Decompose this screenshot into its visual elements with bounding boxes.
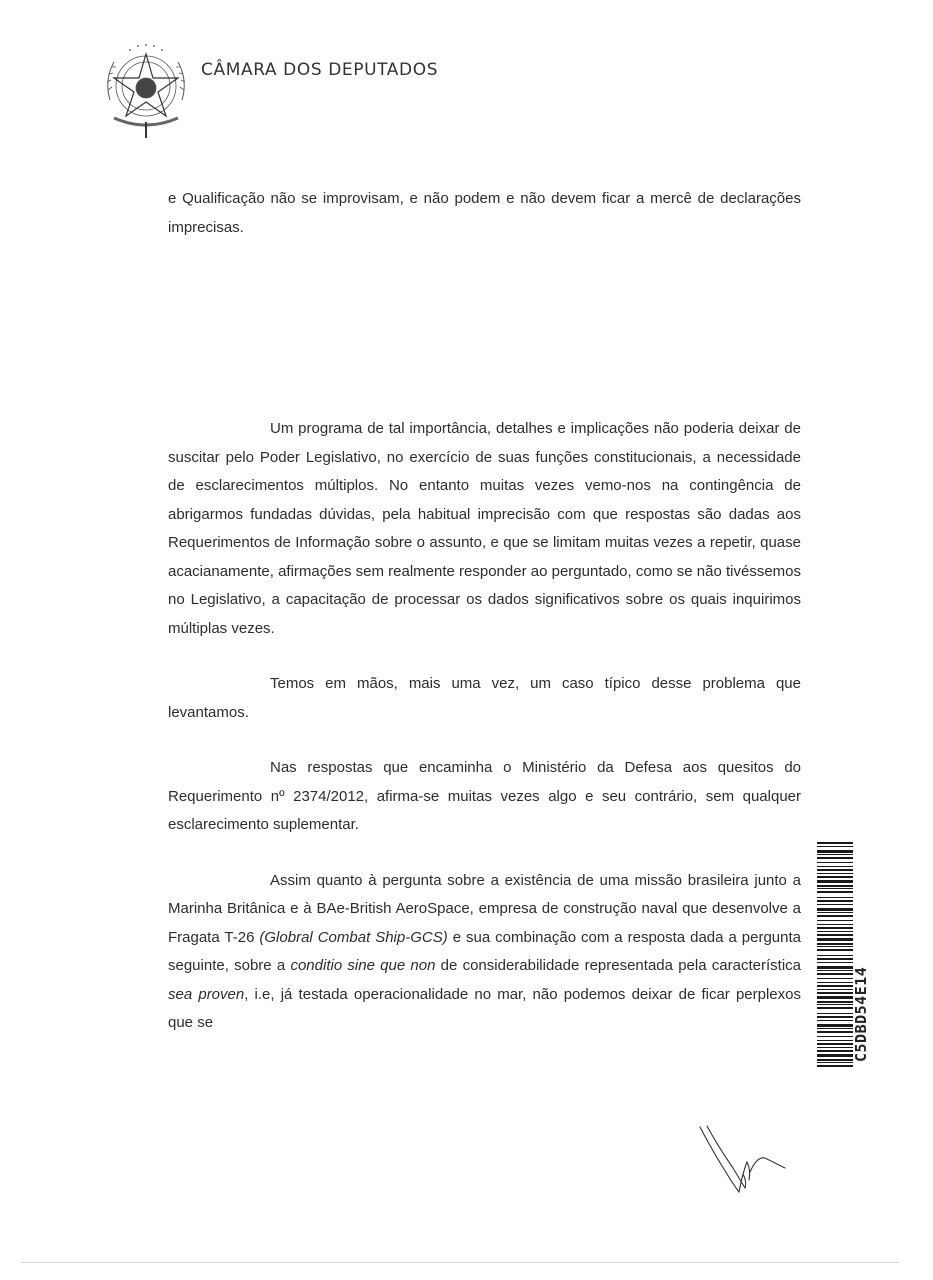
barcode-bar [817,857,853,859]
barcode-bar [817,869,853,871]
barcode-bar [817,885,853,887]
barcode-bar [817,949,853,951]
barcode-bar [817,900,853,902]
barcode-bar [817,1031,853,1033]
barcode-bar [817,927,853,929]
barcode-bar [817,1062,853,1063]
barcode-bar [817,897,853,898]
barcode-bar [817,850,853,853]
barcode-bar [817,912,853,913]
barcode-bar [817,946,853,947]
paragraph: Nas respostas que encaminha o Ministério da Defesa aos quesitos do Requerimento nº 2374/2012, afirma-se muitas vezes algo e seu contrário, sem qualquer esclarecimento suplementar. [168,759,801,833]
barcode-bar [817,955,853,956]
barcode-bar [817,1054,853,1057]
barcode-bar [817,1059,853,1061]
paragraph: Um programa de tal importância, detalhes e implicações não poderia deixar de suscitar pelo Poder Legislativo, no exercício de suas funções constitucionais, a necessidade de esclarecimentos múltiplos. No entanto muitas vezes vemo-nos na contingência de abrigarmos fundadas dúvidas, pela habitual imprecisão com que respostas são dadas aos Requerimentos de Informação sobre o assunto, e que se limitam muitas vezes a repetir, quase acacianamente, afirmações sem realmente responder ao perguntado, como se não tivéssemos no Legislativo, a capacitação de processar os dados significativos sobre os quais inquirimos múltiplas vezes. [168,420,801,637]
barcode-bar [817,970,853,971]
barcode-bar [817,891,853,893]
barcode-bar [817,1050,853,1052]
barcode-bar [817,873,853,874]
barcode-bar [817,943,853,945]
barcode-bar [817,1013,853,1014]
barcode-bar [817,978,853,979]
barcode-bar [817,985,853,987]
brazil-coat-of-arms-icon [100,40,192,140]
barcode-bar [817,846,853,847]
italic-term: sea proven [168,985,245,1003]
barcode-bar [817,938,853,941]
barcode-bar [817,996,853,999]
italic-term: (Globral Combat Ship-GCS) [259,928,448,946]
barcode-bar [817,888,853,889]
page-header [100,40,520,150]
barcode-bar [817,915,853,917]
barcode-bar [817,862,853,863]
barcode-bar [817,1024,853,1027]
barcode-bar [817,992,853,994]
barcode-bar [817,842,853,844]
document-body [168,185,801,1038]
barcode-bar [817,931,853,932]
barcode-bar [817,1065,853,1067]
barcode-bar [817,1043,853,1045]
barcode-bar [817,989,853,990]
barcode-bar [817,973,853,975]
barcode-bar [817,866,853,867]
barcode-bar [817,854,853,855]
barcode-bar [817,876,853,878]
paragraph-text: Assim quanto à pergunta sobre a existência de uma missão brasileira junto a Marinha Britânica e à BAe-British AeroSpace, empresa de construção naval que desenvolve a Fragata T-26 [168,871,801,946]
barcode-bar [817,962,853,963]
italic-term: conditio sine que non [290,957,436,974]
paragraph: e Qualificação não se improvisam, e não podem e não devem ficar a mercê de declarações imprecisas. [168,190,801,236]
barcode-bar [817,880,853,883]
barcode-bar [817,1036,853,1037]
paragraph: Temos em mãos, mais uma vez, um caso típico desse problema que levantamos. [168,675,801,721]
barcode-bar [817,920,853,921]
barcode-code: C5DBD54E14 [852,966,870,1062]
barcode-bar [817,1016,853,1018]
handwritten-signature-icon [695,1122,790,1202]
barcode-bar [817,1040,853,1041]
barcode-bar [817,966,853,969]
barcode-bar [817,904,853,905]
barcode-bar [817,1007,853,1009]
scan-edge-line [20,1262,900,1263]
paragraph-text: , i.e, já testada operacionalidade no mar, não podemos deixar de ficar perplexos que se [168,985,801,1031]
paragraph-text: de considerabilidade representada pela característica [435,957,801,974]
barcode-bar [817,1004,853,1005]
barcode-bar [817,924,853,925]
barcode-bar [817,934,853,936]
paragraph [168,867,801,1038]
barcode-bar [817,908,853,911]
paragraph-text: e sua combinação com a resposta dada a pergunta seguinte, sobre a [168,928,801,974]
barcode-bar [817,1028,853,1029]
institution-name: CÂMARA DOS DEPUTADOS [201,60,439,80]
barcode-bar [817,1020,853,1021]
barcode-bar [817,982,853,983]
barcode-bar [817,958,853,960]
barcode-bar [817,1001,853,1003]
barcode-bar [817,1047,853,1048]
